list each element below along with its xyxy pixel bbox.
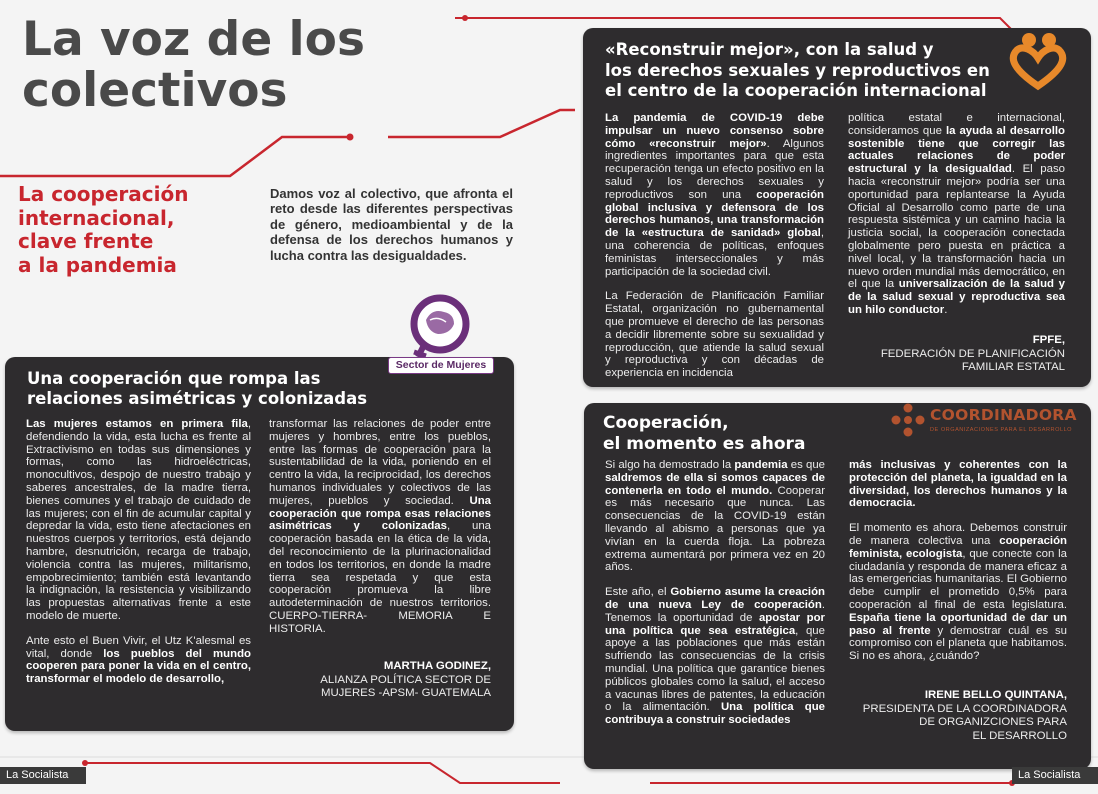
article-column-2: política estatal e internacional, consideramos que la ayuda al desarrollo sostenible tiene que corregir las actuales relaciones de poder estructural y la desigualdad. El paso hacia «reconstruir mejor» podría ser una oportunidad para replantearse la Ayuda Oficial al Desarrollo como parte de una respuesta sistémica y un camino hacia la justicia social, la cooperación conectada globalmente pero puesta en práctica a nivel local, y la transformación hacia un nuevo orden mundial más democrático, en el que la universalización de la salud y de la salud sexual y reproductiva sea un hilo conductor. [848, 112, 1065, 316]
section-subhead: La cooperación internacional, clave frente a la pandemia [18, 182, 189, 277]
footer-left-brand: La Socialista [0, 767, 86, 784]
article-title: Una cooperación que rompa las relaciones asimétricas y colonizadas [27, 369, 368, 408]
coordinadora-subtitle: DE ORGANIZACIONES PARA EL DESARROLLO [930, 427, 1073, 433]
article-signature: FPFE, FEDERACIÓN DE PLANIFICACIÓN FAMILIAR ESTATAL [880, 334, 1065, 373]
article-column-2: transformar las relaciones de poder entre mujeres y hombres, entre los pueblos, entre las formas de cooperación para la sustentabilidad de la vida, poniendo en el centro la vida, la reciprocidad, los derechos humanos individuales y colectivos de las mujeres, pueblos y sociedad. Una cooperación que rompa esas relaciones asimétricas y colonizadas, una cooperación basada en la ética de la vida, del reconocimiento de la plurinacionalidad en todos los territorios, en donde la madre tierra sea respetada y que esta cooperación promueva la libre autodeterminación de nuestros territorios. CUERPO-TIERRA- MEMORIA E HISTORIA. [269, 418, 491, 635]
article-column-1: Las mujeres estamos en primera fila, defendiendo la vida, esta lucha es frente al Extractivismo en todas sus dimensiones y formas, como las hidroeléctricas, monocultivos, despojo de nuestro trabajo y saberes ancestrales, de la madre tierra, bienes comunes y el trabajo de cuidado de las mujeres; con el fin de acumular capital y depredar la vida, esto tiene afectaciones en nuestros cuerpos y territorios, está dejando hambre, desnutrición, recarga de trabajo, violencia contra las mujeres, militarismo, empobrecimiento; también está levantando la indignación, la resistencia y visibilizando las propuestas alternativas frente a este modelo de muerte. Ante esto el Buen Vivir, el Utz K'alesmal es vital, donde los pueblos del mundo cooperen para poner la vida en el centro, transformar el modelo de desarrollo, [26, 418, 251, 686]
coordinadora-logo-icon [890, 402, 926, 438]
article-column-1: La pandemia de COVID-19 debe impulsar un nuevo consenso sobre cómo «reconstruir mejor». Algunos ingredientes importantes para que esta recuperación tenga un efecto positivo en la salud y los derechos sexuales y reproductivos son una cooperación global inclusiva y defensora de los derechos humanos, una transformación de la «estructura de sanidad» global, una coherencia de políticas, enfoques feministas interseccionales y más participación de la sociedad civil. La Federación de Planificación Familiar Estatal, organización no gubernamental que promueve el derecho de las personas a decidir libremente sobre su sexualidad y reproducción, que atiende la salud sexual y reproductiva y con décadas de experiencia en incidencia [605, 112, 824, 380]
article-column-2: más inclusivas y coherentes con la protección del planeta, la igualdad en la diversidad, los derechos humanos y la democracia. El momento es ahora. Debemos construir de manera colectiva una cooperación feminista, ecologista, que conecte con la ciudadanía y responda de manera eficaz a las emergencias humanitarias. El Gobierno debe cumplir el prometido 0,5% para cooperación al final de esta legislatura. España tiene la oportunidad de dar un paso al frente y demostrar cuál es su compromiso con el planeta que habitamos. Si no es ahora, ¿cuándo? [849, 459, 1068, 663]
article-title: «Reconstruir mejor», con la salud y los derechos sexuales y reproductivos en el centro de la cooperación internacional [605, 40, 990, 100]
article-title: Cooperación, el momento es ahora [603, 413, 806, 454]
article-column-1: Si algo ha demostrado la pandemia es que saldremos de ella si somos capaces de contenerla en todo el mundo. Cooperar es más necesario que nunca. Las consecuencias de la COVID-19 están llevando al abismo a personas que ya vivían en la cuerda floja. La pobreza extrema aumentará por primera vez en 20 años. Este año, el Gobierno asume la creación de una nueva Ley de cooperación. Tenemos la oportunidad de apostar por una política que sea estratégica, que apoye a las poblaciones que más están sufriendo las consecuencias de la crisis mundial. Una política que garantice bienes públicos globales como la salud, el acceso a vacunas libres de patentes, la educación o la alimentación. Una política que contribuya a construir sociedades [605, 459, 826, 727]
coordinadora-name: COORDINADORA [930, 406, 1077, 424]
page-title: La voz de los colectivos [22, 12, 365, 118]
intro-paragraph: Damos voz al colectivo, que afronta el reto desde las diferentes perspectivas de género, medioambiental y de la defensa de los derechos humanos y lucha contra las desigualdades. [270, 186, 513, 263]
footer-right-brand: La Socialista [1012, 767, 1098, 784]
article-signature: IRENE BELLO QUINTANA, PRESIDENTA DE LA COORDINADORA DE ORGANIZCIONES PARA EL DESARROLLO [862, 689, 1067, 742]
sector-mujeres-label: Sector de Mujeres [388, 357, 494, 374]
fpfe-logo-icon [1003, 24, 1073, 94]
article-card-coordinadora [584, 403, 1091, 769]
article-signature: MARTHA GODINEZ, ALIANZA POLÍTICA SECTOR DE MUJERES -APSM- GUATEMALA [320, 660, 491, 699]
article-card-sector-mujeres [5, 357, 514, 731]
